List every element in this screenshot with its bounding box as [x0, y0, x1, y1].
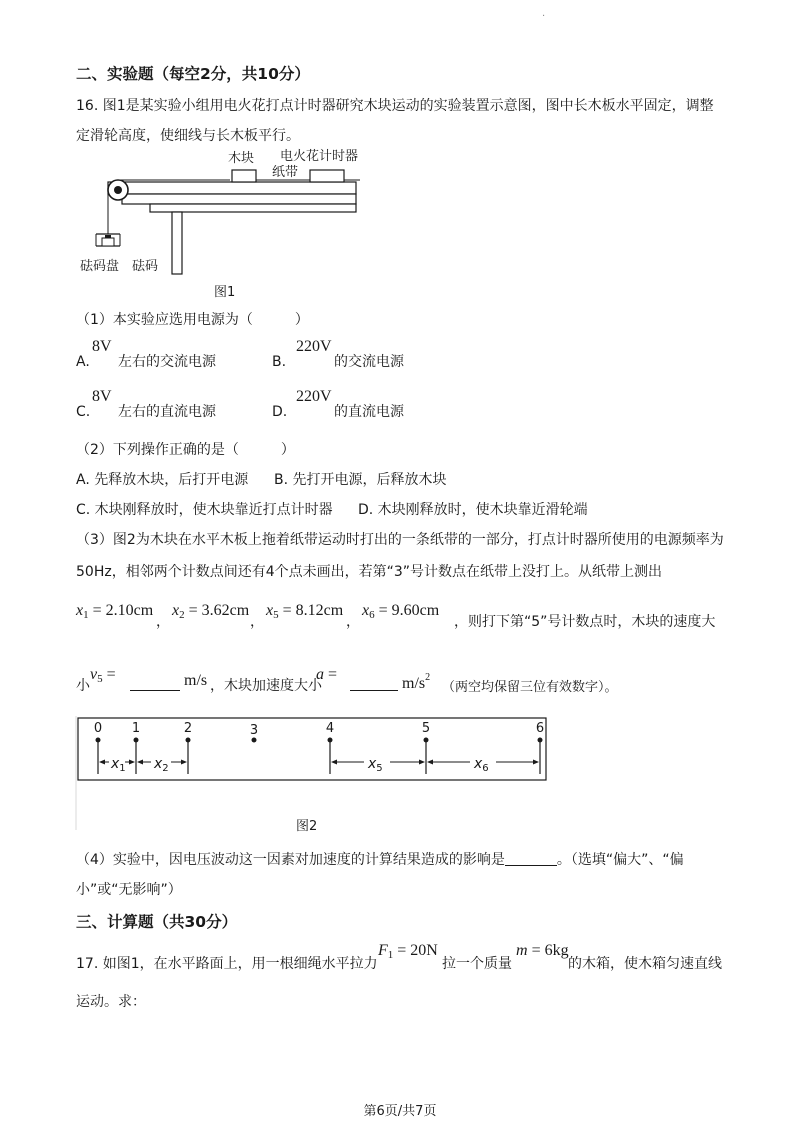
part3-measurements-row: [76, 598, 776, 638]
segment-x6-label: $x_6$: [474, 756, 489, 774]
figure2-paper-tape: [74, 712, 574, 840]
point-label: 1: [131, 721, 141, 736]
long-board: [108, 182, 356, 194]
q17-line1: [76, 940, 776, 980]
option-c-value: 8V: [92, 388, 112, 405]
section3-title: 三、计算题（共30分）: [76, 913, 238, 931]
label-block: 木块: [228, 151, 255, 166]
point-6-dot: [538, 738, 543, 743]
q16-part4-line1: [76, 850, 684, 870]
segment-x1-label: $x_1$: [111, 756, 126, 774]
segment-x2-label: $x_2$: [154, 756, 169, 774]
wood-block: [232, 170, 256, 182]
part3-line3-tail: ，则打下第“5”号计数点时，木块的速度大: [454, 614, 716, 630]
q17-line2: 运动。求：: [76, 994, 146, 1010]
q17-tail: 的木箱，使木箱匀速直线: [568, 956, 722, 972]
page-footer: 第6页/共7页: [363, 1104, 437, 1119]
section2-title: 二、实验题（每空2分，共10分）: [76, 65, 310, 83]
q16-part1-question: （1）本实验应选用电源为（ ）: [76, 312, 309, 328]
x1-measurement: $x_1 = 2.10cm$: [76, 602, 154, 621]
point-label: 3: [249, 723, 259, 738]
part2-option-c: C. 木块刚释放时，使木块靠近打点计时器: [76, 502, 333, 518]
part2-option-b: B. 先打开电源，后释放木块: [274, 472, 447, 488]
q17-head: 17. 如图1，在水平路面上，用一根细绳水平拉力: [76, 956, 378, 972]
part4-tail: 。（选填“偏大”、“偏: [556, 852, 684, 868]
point-0-dot: [96, 738, 101, 743]
x5-measurement: $x_5 = 8.12cm$: [266, 602, 344, 621]
label-weight: 砝码: [132, 259, 159, 274]
corner-mark: .: [542, 8, 546, 19]
table-leg: [172, 212, 182, 274]
spark-timer: [310, 170, 344, 182]
option-c-letter: C.: [76, 404, 91, 420]
point-4-dot: [328, 738, 333, 743]
board-lower-layer: [122, 194, 356, 204]
option-b-value: 220V: [296, 338, 332, 355]
blank-velocity[interactable]: [130, 676, 180, 691]
point-2-dot: [186, 738, 191, 743]
part3-line4-head: 小: [76, 678, 90, 694]
point-label: 6: [535, 721, 545, 736]
a-expression: a =: [316, 666, 338, 683]
comma: ，: [156, 614, 170, 630]
unit-velocity: m/s: [184, 672, 208, 689]
segment-x5-label: $x_5$: [368, 756, 383, 774]
q16-intro-line2: 定滑轮高度，使细线与长木板平行。: [76, 128, 300, 144]
blank-voltage-effect[interactable]: [505, 851, 557, 866]
pulley-axle: [114, 186, 122, 194]
option-d-text: 的直流电源: [334, 404, 404, 420]
q16-part4-line2: 小”或“无影响”）: [76, 882, 182, 898]
weight-knob: [105, 235, 111, 238]
x2-measurement: $x_2 = 3.62cm$: [172, 602, 250, 621]
part1-option-row-ab: [76, 338, 776, 374]
mass-expression: m = 6kg: [516, 942, 569, 959]
part3-mid: ，木块加速度大小: [210, 678, 322, 694]
part2-option-d: D. 木块刚释放时，使木块靠近滑轮端: [358, 502, 588, 518]
option-d-letter: D.: [272, 404, 288, 420]
q16-part3-line1: （3）图2为木块在水平木板上拖着纸带运动时打出的一条纸带的一部分，打点计时器所使用的电源频率为: [76, 532, 724, 548]
q16-part2-question: （2）下列操作正确的是（ ）: [76, 442, 295, 458]
board-base: [150, 204, 356, 212]
point-label: 2: [183, 721, 193, 736]
part4-head: （4）实验中，因电压波动这一因素对加速度的计算结果造成的影响是: [76, 852, 505, 868]
v5-expression: $v_5$ =: [90, 666, 116, 685]
point-3-dot: [252, 738, 257, 743]
option-a-value: 8V: [92, 338, 112, 355]
option-a-text: 左右的交流电源: [118, 354, 216, 370]
point-1-dot: [134, 738, 139, 743]
weight: [102, 238, 114, 246]
option-b-text: 的交流电源: [334, 354, 404, 370]
blank-acceleration[interactable]: [350, 676, 398, 691]
part3-tail: （两空均保留三位有效数字）。: [442, 680, 618, 695]
part1-option-row-cd: [76, 388, 776, 424]
figure1-apparatus: [80, 146, 380, 306]
option-d-value: 220V: [296, 388, 332, 405]
point-label: 4: [325, 721, 335, 736]
q16-intro-line1: 16. 图1是某实验小组用电火花打点计时器研究木块运动的实验装置示意图，图中长木板水平固定，调整: [76, 98, 714, 114]
option-b-letter: B.: [272, 354, 287, 370]
force-expression: $F_1 = 20N$: [378, 942, 438, 961]
unit-acceleration: $m/s^2$: [402, 672, 431, 692]
point-5-dot: [424, 738, 429, 743]
comma: ，: [250, 614, 264, 630]
x6-measurement: $x_6 = 9.60cm$: [362, 602, 440, 621]
option-c-text: 左右的直流电源: [118, 404, 216, 420]
part2-option-a: A. 先释放木块，后打开电源: [76, 472, 249, 488]
point-label: 5: [421, 721, 431, 736]
part3-answer-row: [76, 662, 776, 702]
comma: ，: [346, 614, 360, 630]
label-pan: 砝码盘: [80, 259, 120, 274]
point-label: 0: [93, 721, 103, 736]
label-tape: 纸带: [272, 165, 299, 180]
q17-mid: 拉一个质量: [442, 956, 512, 972]
figure2-caption: 图2: [296, 819, 318, 834]
figure1-caption: 图1: [214, 285, 236, 300]
q16-part3-line2: 50Hz，相邻两个计数点间还有4个点未画出，若第“3”号计数点在纸带上没打上。从纸带上测出: [76, 564, 663, 580]
label-timer: 电火花计时器: [280, 149, 359, 164]
option-a-letter: A.: [76, 354, 90, 370]
